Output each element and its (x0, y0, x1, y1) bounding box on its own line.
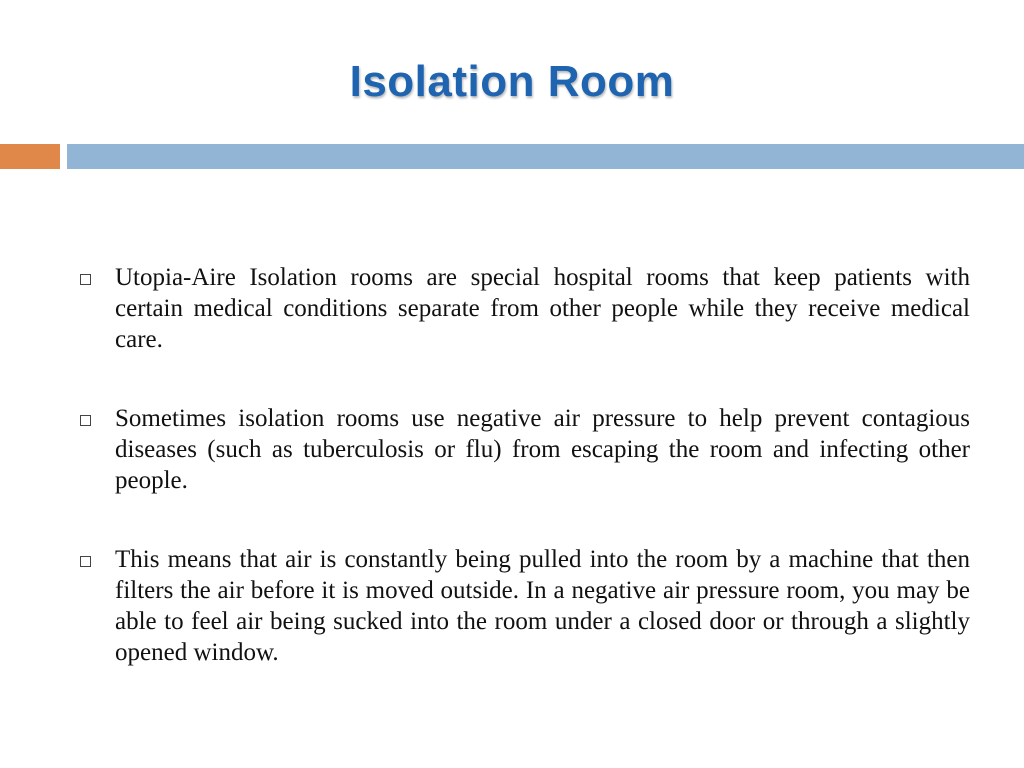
accent-bar (0, 144, 60, 169)
bullet-item (78, 262, 970, 355)
hollow-square-bullet-icon (80, 556, 91, 567)
hollow-square-bullet-icon (80, 274, 91, 285)
bullet-item (78, 544, 970, 668)
slide-title: Isolation Room (349, 57, 675, 106)
bullet-item (78, 403, 970, 496)
bullet-text: Utopia-Aire Isolation rooms are special hospital rooms that keep patients with certain medical conditions separate from other people while they receive medical care. (115, 264, 970, 353)
hollow-square-bullet-icon (80, 415, 91, 426)
bullet-text: This means that air is constantly being pulled into the room by a machine that then filters the air before it is moved outside. In a negative air pressure room, you may be able to feel air being sucked into the room under a closed door or through a slightly opened window. (115, 546, 970, 666)
title-underline-bar (67, 144, 1024, 169)
bullet-text: Sometimes isolation rooms use negative air pressure to help prevent contagious diseases (such as tuberculosis or flu) from escaping the room and infecting other people. (115, 405, 970, 494)
bullet-list (78, 262, 970, 716)
